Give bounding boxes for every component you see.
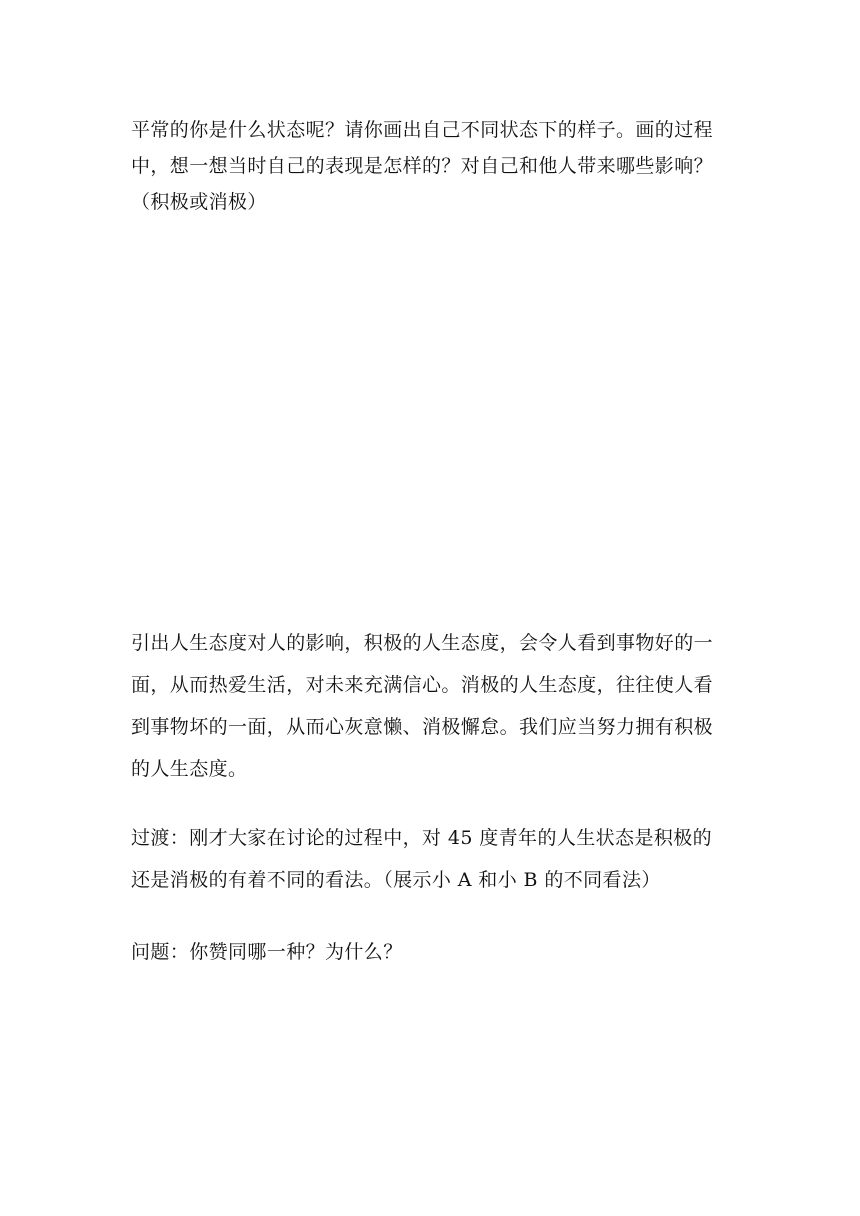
paragraph-line: 到事物坏的一面，从而心灰意懒、消极懈怠。我们应当努力拥有积极 [131, 716, 714, 738]
paragraph-line: 中，想一想当时自己的表现是怎样的？对自己和他人带来哪些影响？ [131, 155, 714, 177]
drawing-prompt-paragraph [131, 112, 743, 220]
paragraph-line: 面，从而热爱生活，对未来充满信心。消极的人生态度，往往使人看 [131, 674, 714, 696]
question-paragraph [131, 931, 743, 973]
attitude-explanation-paragraph [131, 622, 743, 790]
transition-paragraph [131, 817, 743, 901]
paragraph-line: 引出人生态度对人的影响，积极的人生态度，会令人看到事物好的一 [131, 632, 714, 654]
paragraph-line: （积极或消极） [131, 191, 267, 213]
paragraph-line: 过渡：刚才大家在讨论的过程中，对 45 度青年的人生状态是积极的 [131, 827, 713, 849]
paragraph-line: 还是消极的有着不同的看法。（展示小 A 和小 B 的不同看法） [131, 869, 661, 891]
paragraph-line: 平常的你是什么状态呢？请你画出自己不同状态下的样子。画的过程 [131, 119, 714, 141]
paragraph-line: 问题：你赞同哪一种？为什么？ [131, 941, 403, 963]
paragraph-line: 的人生态度。 [131, 758, 248, 780]
